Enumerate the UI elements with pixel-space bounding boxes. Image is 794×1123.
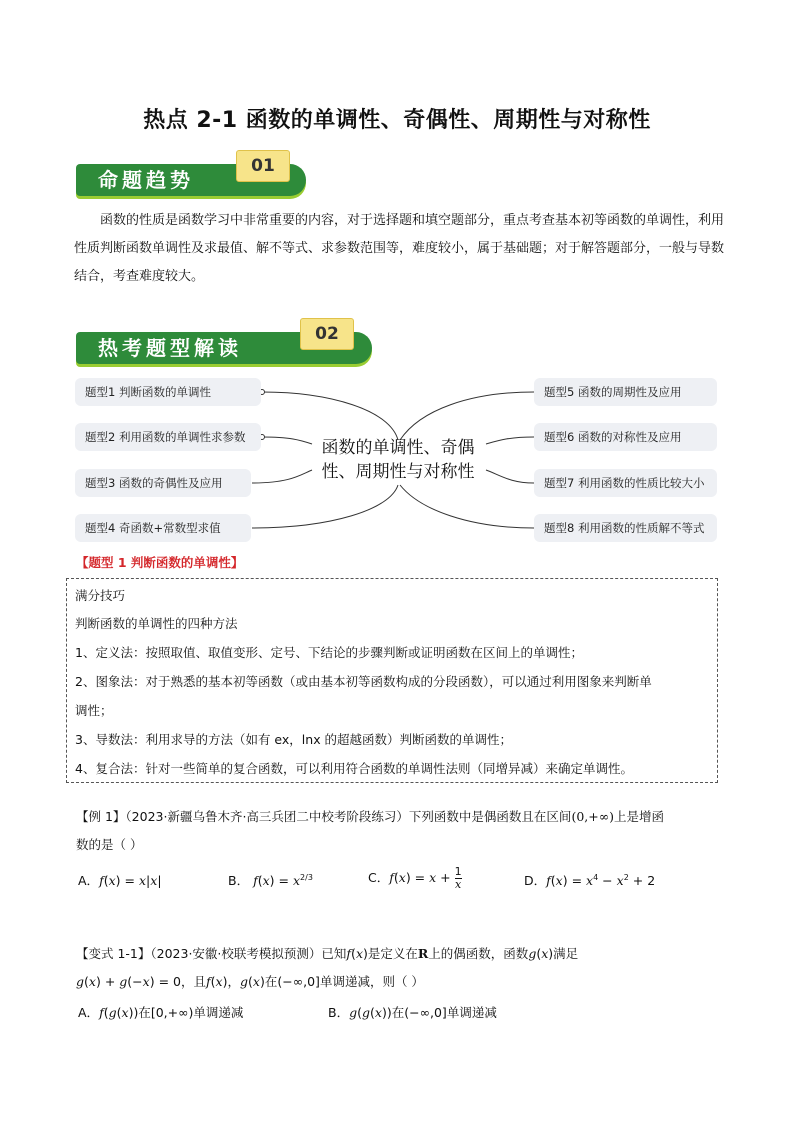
connector-right-6 xyxy=(486,437,534,444)
mindmap-topic-5: 题型5 函数的周期性及应用 xyxy=(534,378,717,406)
tips-subtitle: 判断函数的单调性的四种方法 xyxy=(75,616,238,631)
option-c: C．f(x) = x + $\frac{1}{x}$ xyxy=(368,865,462,891)
variant-1-1-question: 【变式 1-1】（2023·安徽·校联考模拟预测）已知f(x)是定义在R上的偶函数，函数g(x)满足 xyxy=(76,946,579,961)
example-1-interval: (0,+∞) xyxy=(571,809,615,824)
variant-option-a-tail: 在 xyxy=(138,1005,151,1020)
option-d-label: D． xyxy=(524,873,547,888)
connector-right-7 xyxy=(486,470,534,483)
mindmap-topic-6: 题型6 函数的对称性及应用 xyxy=(534,423,717,451)
banner-number: 01 xyxy=(236,150,290,182)
variant-mid2: 上的偶函数，函数 xyxy=(428,946,529,961)
option-b: B． $f(x) = x^{2/3}$ xyxy=(228,872,313,888)
page-title: 热点 2-1 函数的单调性、奇偶性、周期性与对称性 xyxy=(143,108,651,133)
banner-number: 02 xyxy=(300,318,354,350)
connector-left-1 xyxy=(262,392,398,440)
topic-heading: 【题型 1 判断函数的单调性】 xyxy=(76,555,244,570)
mindmap-topic-4: 题型4 奇函数+常数型求值 xyxy=(75,514,251,542)
connector-left-3 xyxy=(252,470,312,483)
variant-option-b-tail: 在 xyxy=(391,1005,405,1020)
mindmap-topic-8: 题型8 利用函数的性质解不等式 xyxy=(534,514,717,542)
example-1-suffix: 上是增函 xyxy=(614,809,665,824)
option-b-label: B． xyxy=(228,873,250,888)
variant-option-b: B．g(g(x))在(−∞,0]单调递减 xyxy=(328,1005,497,1020)
connector-right-8 xyxy=(400,485,534,528)
mindmap-topic-3: 题型3 函数的奇偶性及应用 xyxy=(75,469,251,497)
mindmap-topic-1: 题型1 判断函数的单调性 xyxy=(75,378,261,406)
connector-left-4 xyxy=(252,485,398,528)
mindmap-center: 函数的单调性、奇偶性、周期性与对称性 xyxy=(321,438,475,482)
example-1-line2: 数的是（ ） xyxy=(76,837,143,852)
option-a-label: A． xyxy=(78,873,100,888)
option-a: A．f(x) = x|x| xyxy=(78,873,162,888)
tips-line-2a: 2、图象法：对于熟悉的基本初等函数（或由基本初等函数构成的分段函数），可以通过利用图象来判断单 xyxy=(75,674,652,689)
mindmap-topic-2: 题型2 利用函数的单调性求参数 xyxy=(75,423,261,451)
intro-paragraph: 函数的性质是函数学习中非常重要的内容，对于选择题和填空题部分，重点考查基本初等函数的单调性，利用性质判断函数单调性及求最值、解不等式、求参数范围等，难度较小，属于基础题；对于解答题部分，一般与导数结合，考查难度较大。 xyxy=(74,213,725,284)
connector-right-5 xyxy=(400,392,534,440)
tips-line-4: 4、复合法：针对一些简单的复合函数，可以利用符合函数的单调性法则（同增异减）来确定单调性。 xyxy=(75,761,633,776)
variant-mid3: 满足 xyxy=(553,946,579,961)
variant-option-a-tail2: 单调递减 xyxy=(193,1005,244,1020)
tips-line-2b: 调性； xyxy=(75,703,113,718)
variant-prefix: 【变式 1-1】（2023·安徽·校联考模拟预测）已知 xyxy=(76,946,347,961)
variant-line2c: 在 xyxy=(264,974,278,989)
connector-left-2 xyxy=(262,437,312,444)
variant-option-a-label: A． xyxy=(78,1005,100,1020)
option-c-label: C． xyxy=(368,870,390,885)
variant-mid1: 是定义在 xyxy=(367,946,418,961)
variant-option-a: A．f(g(x))在[0,+∞)单调递减 xyxy=(78,1005,244,1020)
option-d: D．$f(x) = x^4 - x^2 + 2$ xyxy=(524,872,656,888)
banner-label: 热考题型解读 xyxy=(98,336,242,360)
variant-option-b-tail2: 单调递减 xyxy=(446,1005,497,1020)
banner-label: 命题趋势 xyxy=(98,168,194,192)
tips-box xyxy=(66,578,718,783)
example-1-prefix: 【例 1】（2023·新疆乌鲁木齐·高三兵团二中校考阶段练习）下列函数中是偶函数且在区间 xyxy=(76,809,572,824)
tips-line-3: 3、导数法：利用求导的方法（如有 ex，lnx 的超越函数）判断函数的单调性； xyxy=(75,732,513,747)
variant-line2a: ，且 xyxy=(180,974,206,989)
variant-line2b: ， xyxy=(227,974,240,989)
mindmap-topic-7: 题型7 利用函数的性质比较大小 xyxy=(534,469,717,497)
variant-line2d: 单调递减，则（ ） xyxy=(319,974,424,989)
tips-line-1: 1、定义法：按照取值、取值变形、定号、下结论的步骤判断或证明函数在区间上的单调性； xyxy=(75,645,583,660)
example-1-question xyxy=(76,807,664,825)
variant-1-1-line2: g(x) + g(−x) = 0，且f(x)，g(x)在(−∞,0]单调递减，则（ ） xyxy=(76,974,424,989)
tips-title: 满分技巧 xyxy=(75,588,126,603)
variant-option-b-label: B． xyxy=(328,1005,350,1020)
